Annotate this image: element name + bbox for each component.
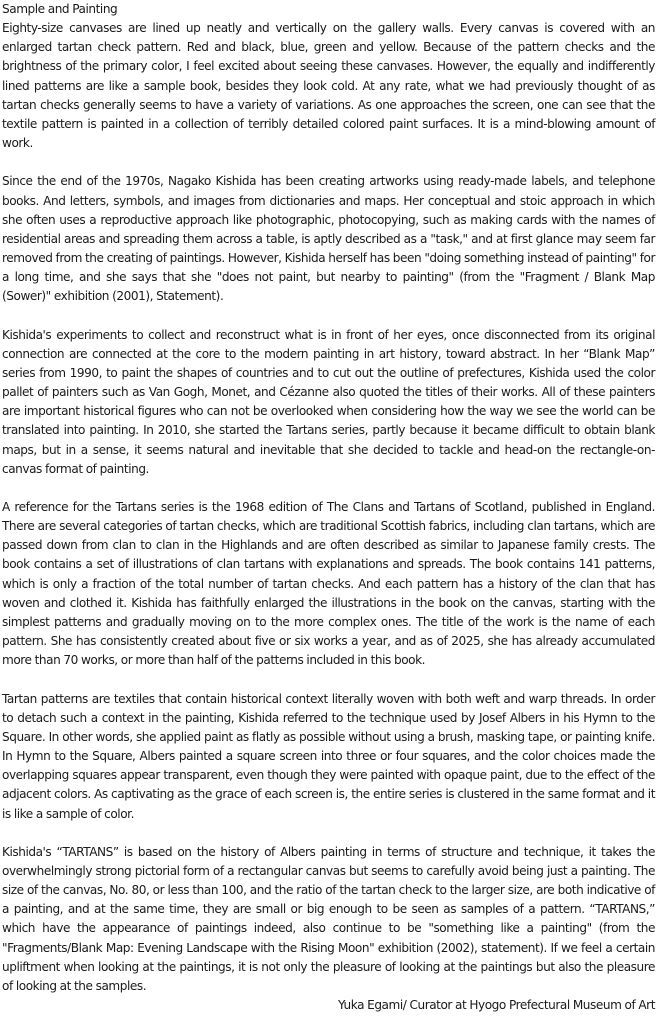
paragraph-6: Kishida's “TARTANS” is based on the history of Albers painting in terms of structure and technique, it takes the overwhelmingly strong pictorial form of a rectangular canvas but seems to carefully avoid being just a painting. The size of the canvas, No. 80, or less than 100, and the ratio of the tartan check to the larger size, are both indicative of a painting, and at the same time, they are small or big enough to be seen as samples of a pattern. “TARTANS,” which have the appearance of paintings indeed, also continue to be "something like a painting" (from the "Fragments/Blank Map: Evening Landscape with the Rising Moon" exhibition (2002), statement). If we feel a certain upliftment when looking at the paintings, it is not only the pleasure of looking at the paintings but also the pleasure of looking at the samples. (2, 844, 655, 993)
essay-document (2, 0, 655, 1015)
paragraph-3: Kishida's experiments to collect and reconstruct what is in front of her eyes, once disconnected from its original connection are connected at the core to the modern painting in art history, toward abstract. In her “Blank Map” series from 1990, to paint the shapes of countries and to cut out the outline of prefectures, Kishida used the color pallet of painters such as Van Gogh, Monet, and Cézanne also quoted the titles of their works. All of these painters are important historical figures who can not be overlooked when considering how the way we see the world can be translated into painting. In 2010, she started the Tartans series, partly because it became difficult to obtain blank maps, but in a sense, it seems natural and inevitable that she decided to tackle and head-on the rectangle-on-canvas format of painting. (2, 327, 655, 476)
paragraph-gap (2, 824, 655, 843)
paragraph-4: A reference for the Tartans series is the 1968 edition of The Clans and Tartans of Scotland, published in England. There are several categories of tartan checks, which are traditional Scottish fabrics, including clan tartans, which are passed down from clan to clan in the Highlands and are often described as similar to Japanese family crests. The book contains a set of illustrations of clan tartans with explanations and spreads. The book contains 141 patterns, which is only a fraction of the total number of tartan checks. And each pattern has a history of the clan that has woven and clothed it. Kishida has faithfully enlarged the illustrations in the book on the canvas, starting with the simplest patterns and gradually moving on to the more complex ones. The title of the work is the name of each pattern. She has consistently created about five or six works a year, and as of 2025, she has already accumulated more than 70 works, or more than half of the patterns included in this book. (2, 500, 655, 668)
paragraph-gap (2, 479, 655, 498)
paragraph-2: Since the end of the 1970s, Nagako Kishida has been creating artworks using ready-made labels, and telephone books. And letters, symbols, and images from dictionaries and maps. Her conceptual and stoic approach in which she often uses a reproductive approach like photographic, photocopying, such as making cards with the names of residential areas and spreading them across a table, is aptly described as a "task," and at first glance may seem far removed from the creating of paintings. However, Kishida herself has been "doing something instead of painting" for a long time, and she says that she "does not paint, but nearby to painting" (from the "Fragment / Blank Map (Sower)" exhibition (2001), Statement). (2, 174, 655, 304)
paragraph-gap (2, 670, 655, 689)
paragraph-5: Tartan patterns are textiles that contain historical context literally woven with both weft and warp threads. In order to detach such a context in the painting, Kishida referred to the technique used by Josef Albers in his Hymn to the Square. In other words, she applied paint as flatly as possible without using a brush, masking tape, or painting knife. In Hymn to the Square, Albers painted a square screen into three or four squares, and the color choices made the overlapping squares appear transparent, even though they were painted with opaque paint, due to the effect of the adjacent colors. As captivating as the grace of each screen is, the entire series is clustered in the same format and it is like a sample of color. (2, 691, 655, 821)
essay-title: Sample and Painting (2, 2, 118, 16)
paragraph-gap (2, 306, 655, 325)
paragraph-gap (2, 153, 655, 172)
paragraph-1: Eighty-size canvases are lined up neatly and vertically on the gallery walls. Every canvas is covered with an enlarged tartan check pattern. Red and black, blue, green and yellow. Because of the pattern checks and the brightness of the primary color, I feel excited about seeing these canvases. However, the equally and indifferently lined patterns are like a sample book, besides they look cold. At any rate, what we had previously thought of as tartan checks generally seems to have a variety of variations. As one approaches the screen, one can see that the textile pattern is painted in a collection of terribly detailed colored paint surfaces. It is a mind-blowing amount of work. (2, 21, 655, 151)
author-signature: Yuka Egami/ Curator at Hyogo Prefectural Museum of Art (337, 998, 655, 1013)
